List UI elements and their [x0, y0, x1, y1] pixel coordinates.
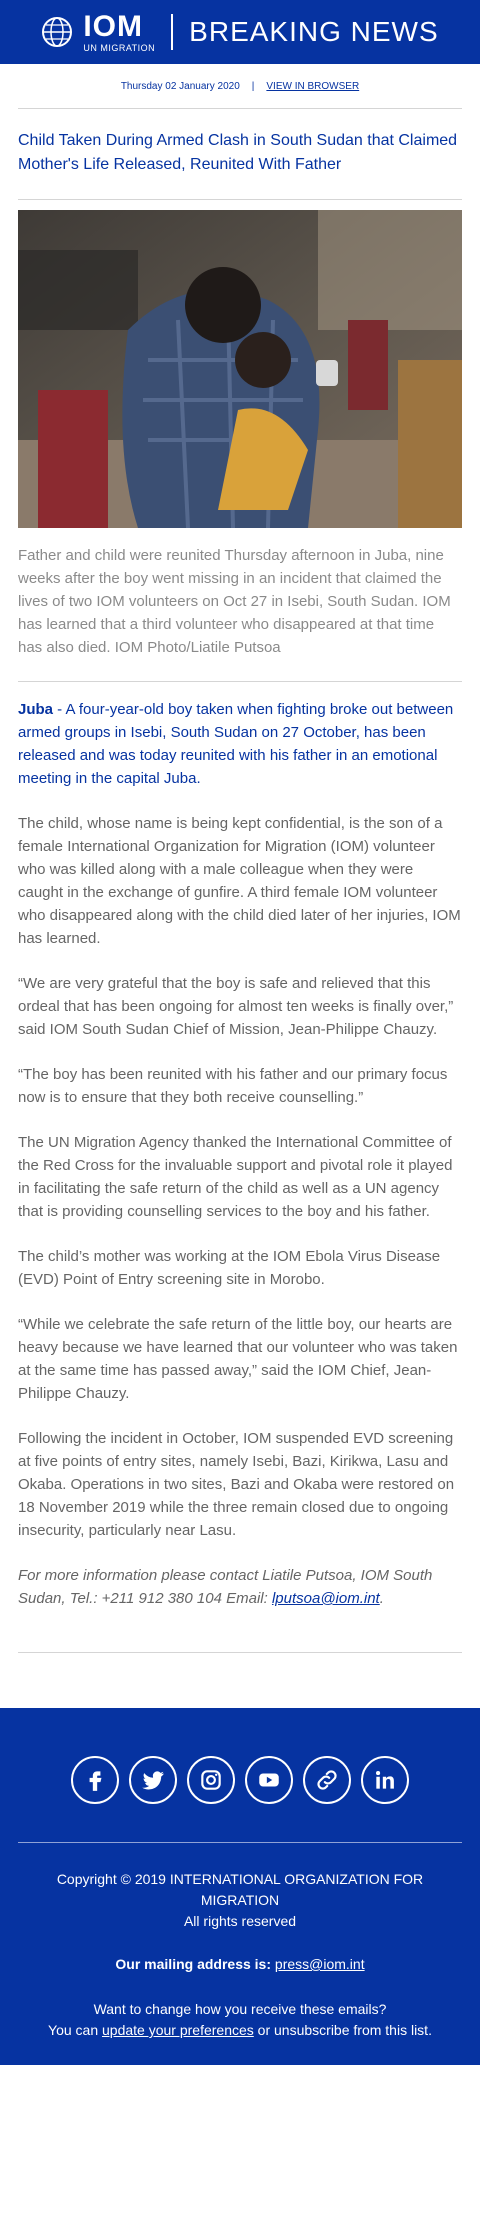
- copyright-text: Copyright © 2019 INTERNATIONAL ORGANIZATION FOR MIGRATION: [56, 1871, 424, 1908]
- change-question: Want to change how you receive these emails?: [93, 2001, 387, 2017]
- dateline: [0, 64, 480, 108]
- update-preferences-link[interactable]: update your preferences: [102, 2022, 254, 2038]
- article-paragraph: The child, whose name is being kept confidential, is the son of a female International Organization for Migration (IOM) volunteer who was killed along with a male colleague when they were caught in the exchange of gunfire. A third female IOM volunteer who disappeared along with the child died later of her injuries, IOM has learned.: [18, 815, 461, 947]
- logo-divider: [171, 14, 173, 50]
- mailing-label: Our mailing address is:: [115, 1956, 272, 1972]
- copyright-block: [18, 1869, 462, 1932]
- article-paragraph: “While we celebrate the safe return of the little boy, our hearts are heavy because we have learned that our volunteer who was taken at the same time has passed away,” said the IOM Chief, Jean-Philippe Chauzy.: [18, 1316, 458, 1402]
- view-in-browser-link[interactable]: VIEW IN BROWSER: [266, 80, 360, 92]
- change-prefix: You can: [48, 2022, 103, 2038]
- lead-text: - A four-year-old boy taken when fighting broke out between armed groups in Isebi, South Sudan on 27 October, has been released and was today reunited with his father in an emotional meeting in the capital Juba.: [18, 701, 454, 787]
- breaking-news-title: BREAKING NEWS: [189, 16, 439, 47]
- youtube-icon[interactable]: [245, 1756, 293, 1804]
- rights-text: All rights reserved: [183, 1913, 297, 1929]
- linkedin-icon[interactable]: [361, 1756, 409, 1804]
- logo-sub-text: UN MIGRATION: [83, 42, 156, 53]
- un-emblem-icon: [41, 16, 73, 48]
- lead-dateline-place: Juba: [18, 701, 54, 718]
- contact-end: .: [379, 1590, 384, 1607]
- contact-email-link[interactable]: lputsoa@iom.int: [271, 1590, 380, 1607]
- photo-illustration: [18, 210, 462, 528]
- article-paragraph: Following the incident in October, IOM suspended EVD screening at five points of entry sites, namely Isebi, Bazi, Kirikwa, Lasu and Okaba. Operations in two sites, Bazi and Okaba were restored on 18 November 2019 while the three remain closed due to ongoing insecurity, particularly near Lasu.: [18, 1430, 455, 1539]
- article-paragraph: “We are very grateful that the boy is safe and relieved that this ordeal that has been ongoing for almost ten weeks is finally over,” said IOM South Sudan Chief of Mission, Jean-Philippe Chauzy.: [18, 975, 454, 1038]
- contact-text: For more information please contact Liatile Putsoa, IOM South Sudan, Tel.: +211 912 380 104 Email:: [18, 1567, 433, 1607]
- facebook-icon[interactable]: [71, 1756, 119, 1804]
- social-links: [18, 1756, 462, 1804]
- dateline-separator: |: [251, 80, 255, 92]
- photo-caption: Father and child were reunited Thursday afternoon in Juba, nine weeks after the boy went missing in an incident that claimed the lives of two IOM volunteers on Oct 27 in Isebi, South Sudan. IOM has learned that a third volunteer who disappeared at that time has also died. IOM Photo/Liatile Putsoa: [18, 547, 451, 656]
- issue-date: Thursday 02 January 2020: [120, 80, 240, 92]
- footer-divider: [18, 1842, 462, 1843]
- article-headline[interactable]: Child Taken During Armed Clash in South Sudan that Claimed Mother's Life Released, Reunited With Father: [18, 132, 458, 173]
- article-lead: [0, 682, 480, 790]
- email-footer: [0, 1708, 480, 2065]
- logo-iom-text: IOM: [83, 9, 143, 43]
- change-line: [18, 2020, 462, 2041]
- divider: [18, 199, 462, 200]
- email-header: [0, 0, 480, 64]
- preferences-block: [18, 1999, 462, 2041]
- article-paragraph: “The boy has been reunited with his father and our primary focus now is to ensure that they both receive counselling.”: [18, 1066, 448, 1106]
- article-photo: [18, 210, 462, 528]
- mailing-address: [18, 1954, 462, 1975]
- twitter-icon[interactable]: [129, 1756, 177, 1804]
- instagram-icon[interactable]: [187, 1756, 235, 1804]
- article-paragraph: The UN Migration Agency thanked the International Committee of the Red Cross for the invaluable support and pivotal role it played in facilitating the safe return of the child as well as a UN agency that is providing counselling services to the boy and his father.: [18, 1134, 453, 1220]
- link-icon[interactable]: [303, 1756, 351, 1804]
- article-paragraph: The child’s mother was working at the IOM Ebola Virus Disease (EVD) Point of Entry screening site in Morobo.: [18, 1248, 441, 1288]
- mailing-email-link[interactable]: press@iom.int: [274, 1956, 365, 1972]
- contact-info: [0, 1542, 480, 1610]
- iom-logo[interactable]: [41, 9, 439, 53]
- change-suffix: or unsubscribe from this list.: [253, 2022, 432, 2038]
